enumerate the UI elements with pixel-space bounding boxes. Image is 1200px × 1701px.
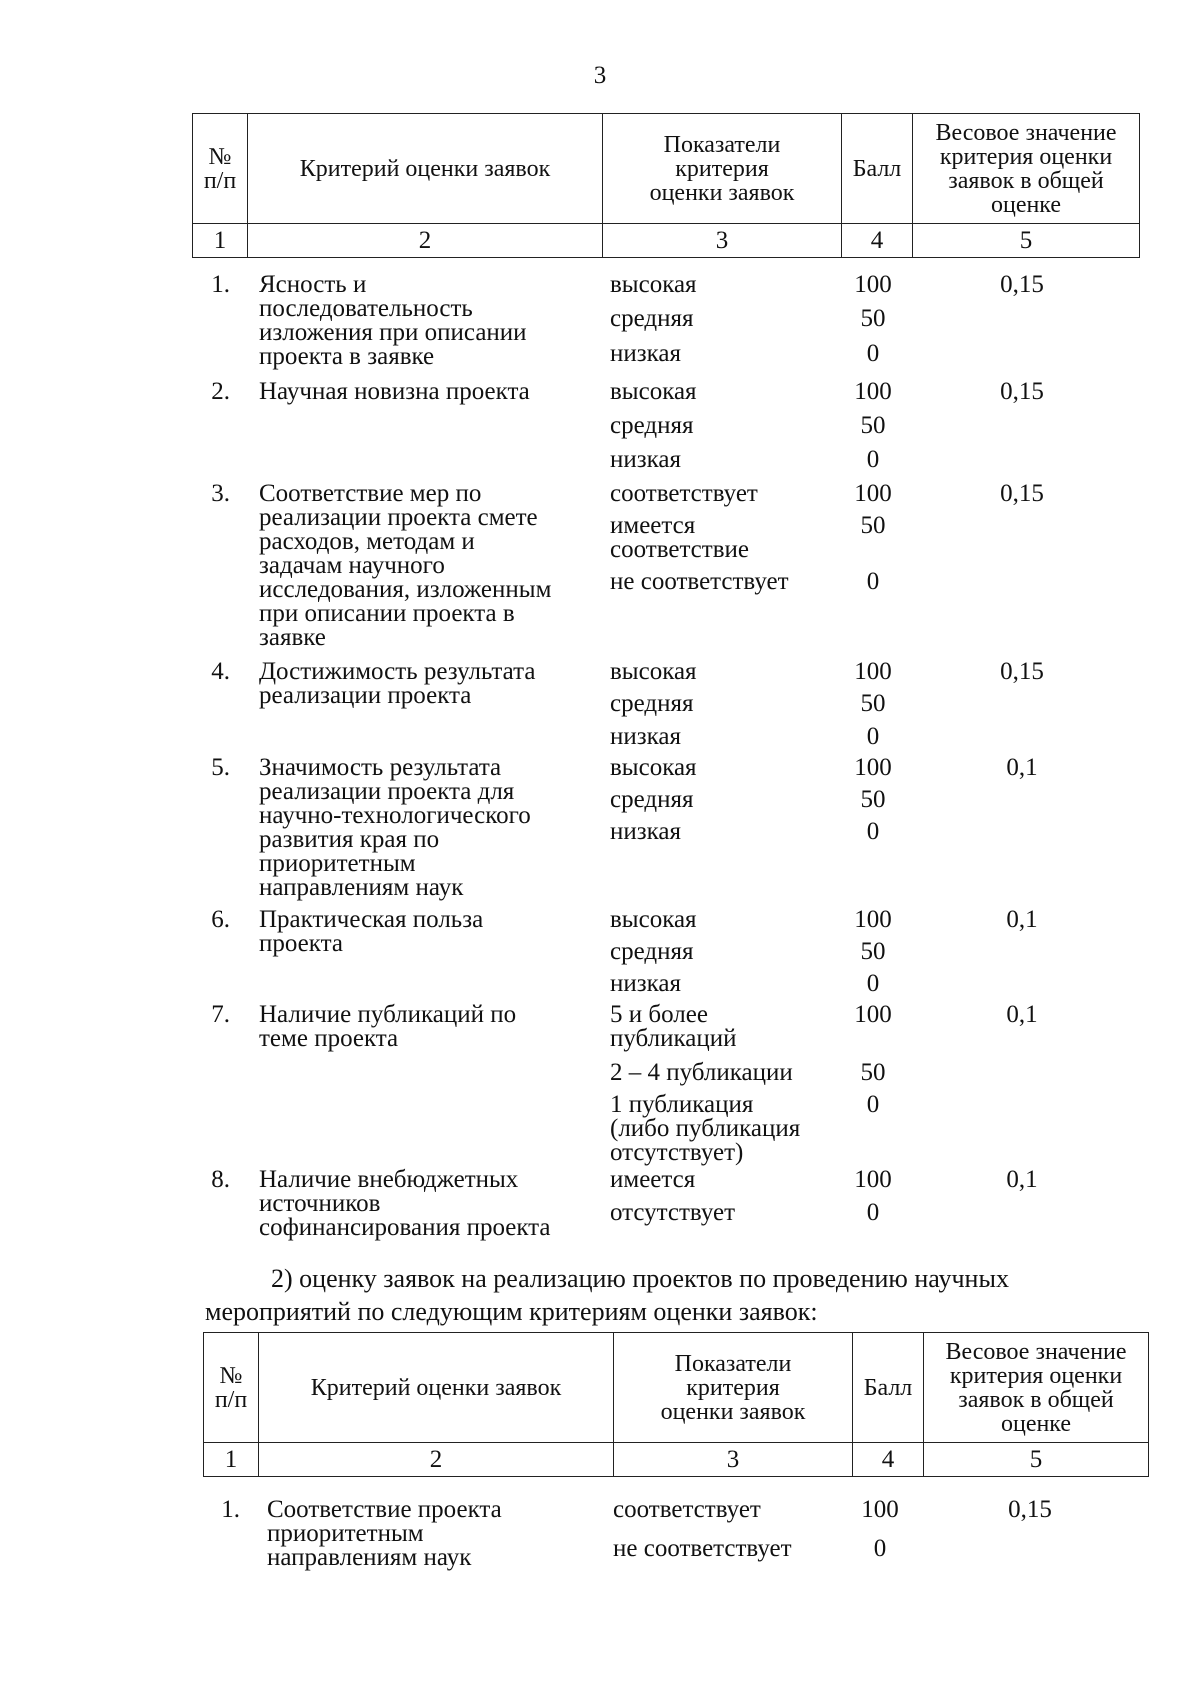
indicator-text: средняя [610, 938, 694, 965]
col-number-5: 5 [913, 224, 1140, 258]
score-value: 50 [860, 1059, 886, 1086]
indicator-text: высокая [610, 906, 697, 933]
weight-value: 0,1 [1006, 906, 1038, 933]
score-value: 50 [860, 938, 886, 965]
weight-value: 0,15 [1000, 378, 1044, 405]
indicator-text: отсутствует) [610, 1139, 744, 1166]
indicator-text: соответствует [610, 480, 758, 507]
page-number: 3 [593, 62, 607, 89]
score-value: 50 [860, 786, 886, 813]
score-value: 0 [873, 1535, 887, 1562]
criterion-line: направлениям наук [267, 1544, 472, 1571]
indicator-text: высокая [610, 754, 697, 781]
score-value: 100 [854, 480, 892, 507]
indicator-text: соответствует [613, 1496, 761, 1523]
paragraph-line-2: мероприятий по следующим критериям оценки заявок: [205, 1297, 818, 1326]
indicator-text: низкая [610, 970, 681, 997]
indicator-text: отсутствует [610, 1199, 736, 1226]
criterion-line: проекта [259, 930, 343, 957]
row-number: 5. [211, 754, 230, 781]
indicator-text: высокая [610, 658, 697, 685]
indicator-text: низкая [610, 446, 681, 473]
indicator-text: 1 публикация [610, 1091, 754, 1118]
indicator-text: имеется [610, 1166, 696, 1193]
header-indicators: Показатели критерия оценки заявок [603, 114, 842, 224]
score-value: 0 [866, 568, 880, 595]
criterion-line: направлениям наук [259, 874, 464, 901]
indicator-text: не соответствует [613, 1535, 792, 1562]
indicator-text: низкая [610, 818, 681, 845]
criterion-line: реализации проекта смете [259, 504, 538, 531]
indicator-text: средняя [610, 690, 694, 717]
indicator-text: высокая [610, 271, 697, 298]
header-score: Балл [842, 114, 913, 224]
score-value: 50 [860, 305, 886, 332]
criterion-line: Наличие внебюджетных [259, 1166, 519, 1193]
weight-value: 0,1 [1006, 1166, 1038, 1193]
indicator-text: низкая [610, 340, 681, 367]
header-no: № п/п [193, 114, 248, 224]
row-number: 1. [221, 1496, 240, 1523]
indicator-text: высокая [610, 378, 697, 405]
indicator-text: (либо публикация [610, 1115, 801, 1142]
indicator-text: 2 – 4 публикации [610, 1059, 793, 1086]
score-value: 0 [866, 723, 880, 750]
criterion-line: проекта в заявке [259, 343, 435, 370]
score-value: 50 [860, 412, 886, 439]
criterion-line: при описании проекта в [259, 600, 515, 627]
score-value: 50 [860, 512, 886, 539]
indicator-text: средняя [610, 305, 694, 332]
criterion-line: софинансирования проекта [259, 1214, 551, 1241]
criterion-line: Достижимость результата [259, 658, 536, 685]
criterion-line: Практическая польза [259, 906, 484, 933]
score-value: 0 [866, 446, 880, 473]
score-value: 0 [866, 1199, 880, 1226]
criterion-line: изложения при описании [259, 319, 527, 346]
criterion-line: развития края по [259, 826, 440, 853]
indicator-text: соответствие [610, 536, 749, 563]
score-value: 0 [866, 340, 880, 367]
row-number: 2. [211, 378, 230, 405]
criterion-line: Наличие публикаций по [259, 1001, 517, 1028]
score-value: 100 [854, 378, 892, 405]
indicator-text: публикаций [610, 1025, 737, 1052]
col-number-3: 3 [614, 1443, 853, 1477]
header-weight: Весовое значение критерия оценки заявок в общей оценке [924, 1333, 1149, 1443]
row-number: 8. [211, 1166, 230, 1193]
score-value: 0 [866, 818, 880, 845]
weight-value: 0,1 [1006, 1001, 1038, 1028]
criterion-line: заявке [259, 624, 326, 651]
score-value: 100 [854, 658, 892, 685]
col-number-5: 5 [924, 1443, 1149, 1477]
indicator-text: средняя [610, 412, 694, 439]
header-no: № п/п [204, 1333, 259, 1443]
criterion-line: Соответствие проекта [267, 1496, 502, 1523]
criterion-line: источников [259, 1190, 381, 1217]
criterion-line: Научная новизна проекта [259, 378, 530, 405]
criterion-line: реализации проекта [259, 682, 472, 709]
row-number: 3. [211, 480, 230, 507]
paragraph-line-1: 2) оценку заявок на реализацию проектов по проведению научных [271, 1264, 1009, 1293]
score-value: 100 [854, 754, 892, 781]
criterion-line: реализации проекта для [259, 778, 515, 805]
col-number-1: 1 [204, 1443, 259, 1477]
score-value: 100 [854, 1001, 892, 1028]
row-number: 7. [211, 1001, 230, 1028]
criterion-line: последовательность [259, 295, 473, 322]
criterion-line: Значимость результата [259, 754, 502, 781]
indicator-text: 5 и более [610, 1001, 708, 1028]
weight-value: 0,15 [1000, 480, 1044, 507]
col-number-2: 2 [259, 1443, 614, 1477]
criterion-line: задачам научного [259, 552, 445, 579]
criterion-line: исследования, изложенным [259, 576, 552, 603]
indicator-text: низкая [610, 723, 681, 750]
criterion-line: теме проекта [259, 1025, 399, 1052]
row-number: 4. [211, 658, 230, 685]
header-weight: Весовое значение критерия оценки заявок в общей оценке [913, 114, 1140, 224]
col-number-4: 4 [842, 224, 913, 258]
row-number: 1. [211, 271, 230, 298]
criterion-line: Соответствие мер по [259, 480, 482, 507]
indicator-text: имеется [610, 512, 696, 539]
indicator-text: не соответствует [610, 568, 789, 595]
criterion-line: Ясность и [259, 271, 367, 298]
score-value: 100 [854, 1166, 892, 1193]
score-value: 0 [866, 1091, 880, 1118]
header-criterion: Критерий оценки заявок [248, 114, 603, 224]
criterion-line: приоритетным [267, 1520, 424, 1547]
indicator-text: средняя [610, 786, 694, 813]
score-value: 100 [854, 271, 892, 298]
row-number: 6. [211, 906, 230, 933]
weight-value: 0,15 [1008, 1496, 1052, 1523]
score-value: 100 [854, 906, 892, 933]
weight-value: 0,15 [1000, 658, 1044, 685]
score-value: 100 [861, 1496, 899, 1523]
criterion-line: расходов, методам и [259, 528, 475, 555]
score-value: 50 [860, 690, 886, 717]
header-criterion: Критерий оценки заявок [259, 1333, 614, 1443]
col-number-3: 3 [603, 224, 842, 258]
col-number-2: 2 [248, 224, 603, 258]
header-indicators: Показатели критерия оценки заявок [614, 1333, 853, 1443]
header-score: Балл [853, 1333, 924, 1443]
col-number-1: 1 [193, 224, 248, 258]
col-number-4: 4 [853, 1443, 924, 1477]
criterion-line: приоритетным [259, 850, 416, 877]
weight-value: 0,15 [1000, 271, 1044, 298]
criterion-line: научно-технологического [259, 802, 531, 829]
weight-value: 0,1 [1006, 754, 1038, 781]
score-value: 0 [866, 970, 880, 997]
